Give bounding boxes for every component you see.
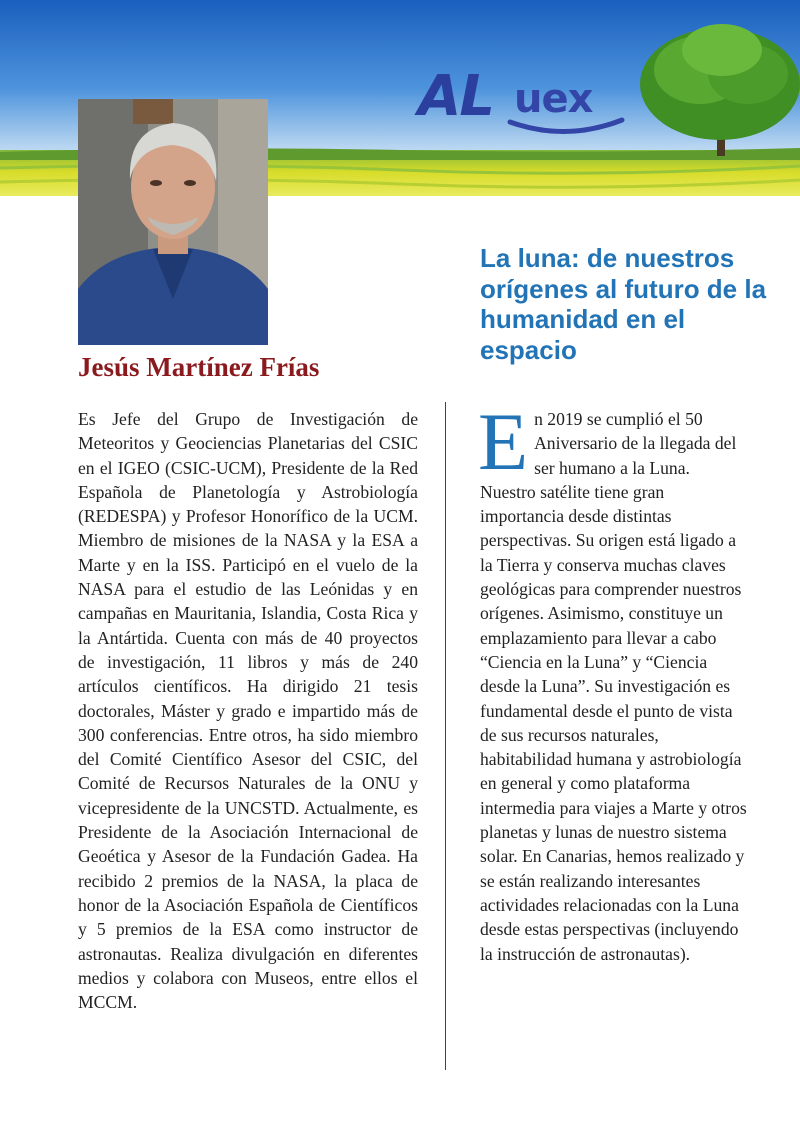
logo-uex-text: uex bbox=[514, 76, 593, 122]
logo-smile-icon bbox=[506, 116, 626, 140]
author-name: Jesús Martínez Frías bbox=[78, 352, 320, 382]
aluex-logo bbox=[418, 64, 628, 144]
column-divider bbox=[445, 402, 446, 1070]
author-bio: Es Jefe del Grupo de Investigación de Meteoritos y Geociencias Planetarias del CSIC en el IGEO (CSIC-UCM), Presidente de la Red Española de Planetología y Astrobiología (REDESPA) y Profesor Honorífico de la UCM. Miembro de misiones de la NASA y la ESA a Marte y en la ISS. Participó en el vuelo de la NASA para el estudio de las Leónidas y en campañas en Mauritania, Islandia, Costa Rica y la Antártida. Cuenta con más de 40 proyectos de investigación, 11 libros y más de 240 artículos científicos. Ha dirigido 21 tesis doctorales, Máster y grado e impartido más de 300 conferencias. Entre otros, ha sido miembro del Comité Científico Asesor del CSIC, del Comité de Recursos Naturales de la ONU y vicepresidente de la UNCSTD. Actualmente, es Presidente de la Asociación Internacional de Geoética y Asesor de la Fundación Gadea. Ha recibido 2 premios de la NASA, la placa de honor de la Asociación Española de Científicos y 5 premios de la ESA como instructor de astronautas. Realiza divulgación en diferentes medios y colabora con Museos, entre ellos el MCCM. bbox=[78, 409, 418, 1013]
article-body bbox=[478, 396, 748, 966]
drop-cap: E bbox=[478, 396, 529, 487]
author-photo bbox=[78, 99, 268, 345]
author-portrait-icon bbox=[78, 99, 268, 345]
article-title: La luna: de nuestros orígenes al futuro de la humanidad en el espacio bbox=[480, 243, 767, 365]
article-text: n 2019 se cumplió el 50 Aniversario de la llegada del ser humano a la Luna. Nuestro satélite tiene gran importancia desde distintas perspectivas. Su origen está ligado a la Tierra y conserva muchas claves geológicas para comprender nuestros orígenes. Asimismo, constituye un emplazamiento para llevar a cabo “Ciencia en la Luna” y “Ciencia desde la Luna”. Su investigación es fundamental desde el punto de vista de sus recursos naturales, habitabilidad humana y astrobiología en general y como plataforma intermedia para viajes a Marte y otros planetas y lunas de nuestro sistema solar. En Canarias, hemos realizado y se están realizando interesantes actividades relacionadas con la Luna desde estas perspectivas (incluyendo la instrucción de astronautas). bbox=[480, 409, 747, 964]
logo-al-text: AL bbox=[418, 64, 494, 129]
